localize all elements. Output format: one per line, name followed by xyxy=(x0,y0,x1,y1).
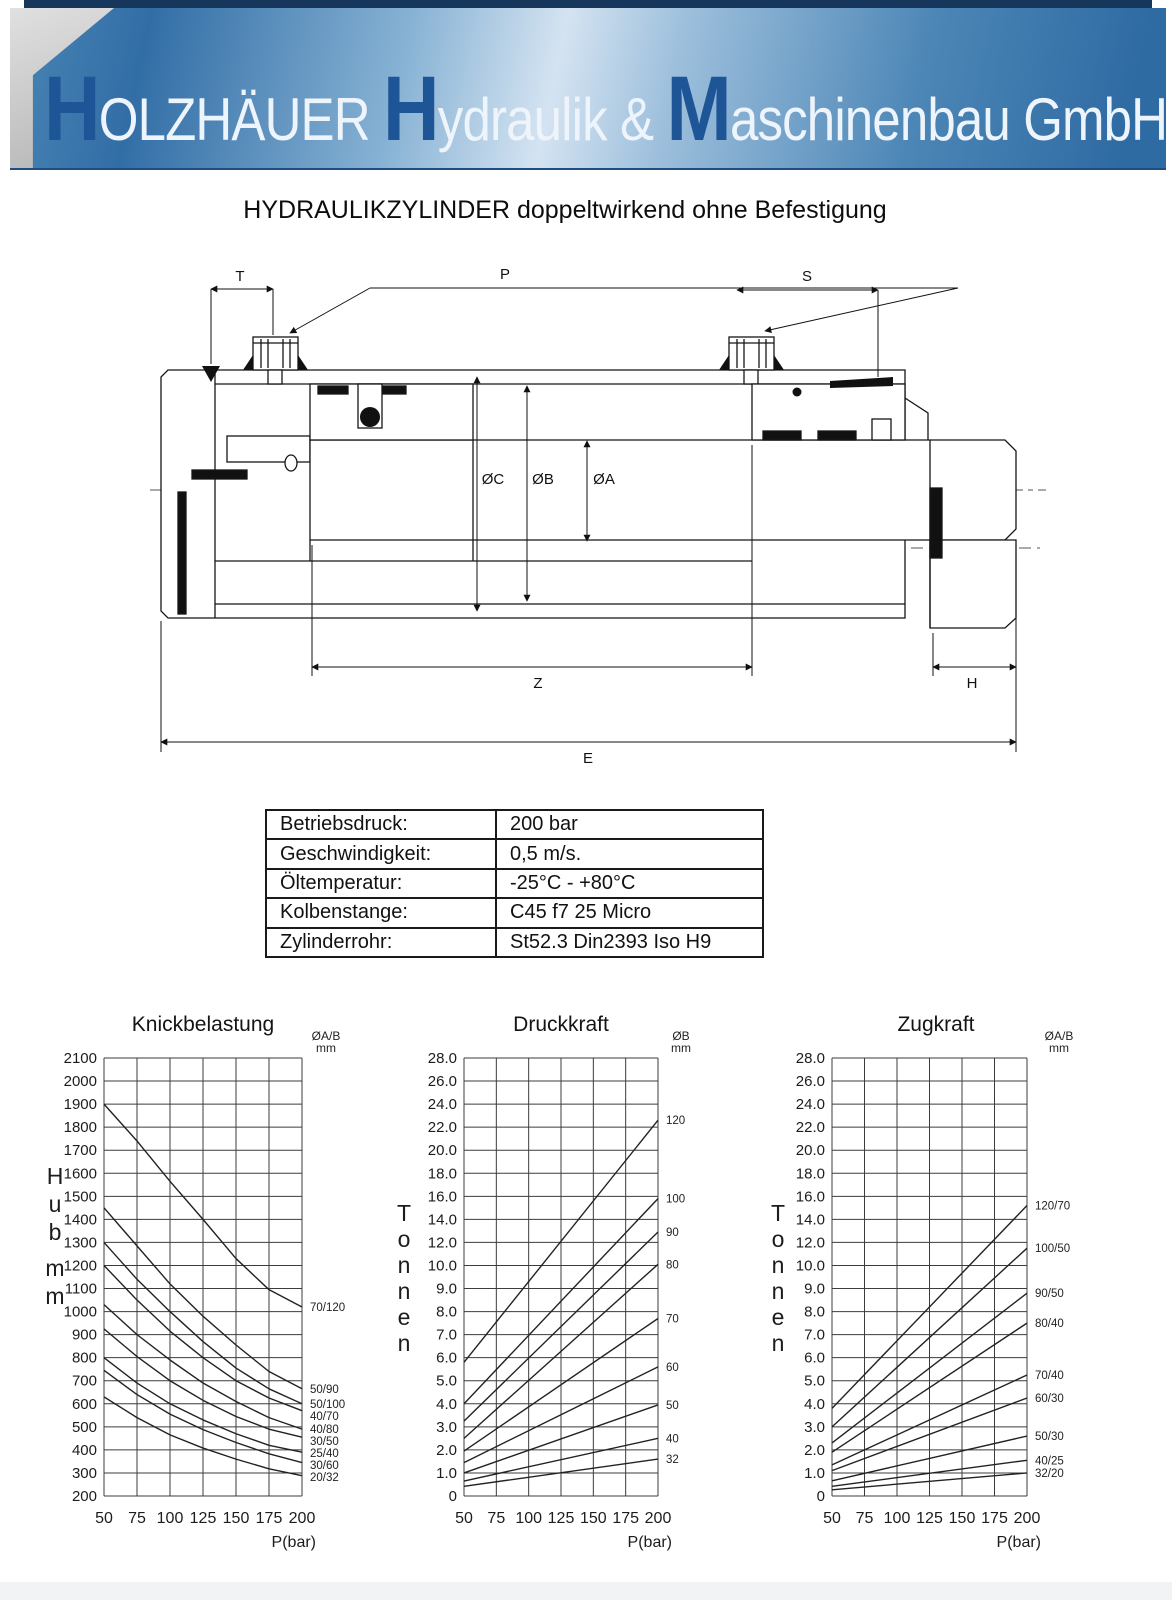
x-tick-label: 150 xyxy=(222,1510,250,1527)
y-tick-label: 1900 xyxy=(63,1096,97,1114)
dim-label-p: P xyxy=(499,266,511,283)
y-tick-label: 6.0 xyxy=(804,1349,825,1367)
y-tick-label: 12.0 xyxy=(795,1234,825,1252)
y-tick-label: 14.0 xyxy=(795,1211,825,1229)
x-tick-label: 175 xyxy=(255,1510,283,1527)
curve-label: 60/30 xyxy=(1035,1393,1064,1406)
y-tick-label: 12.0 xyxy=(427,1234,457,1252)
brand-word-holzhaeuer: OLZHÄUER xyxy=(98,86,384,153)
curve-label: 20/32 xyxy=(310,1472,339,1485)
curve-label: 60 xyxy=(666,1361,679,1374)
y-tick-label: 1.0 xyxy=(804,1464,825,1482)
x-tick-label: 50 xyxy=(95,1510,113,1527)
curve-label: 70/120 xyxy=(310,1301,346,1314)
spec-value: C45 f7 25 Micro xyxy=(496,898,763,927)
y-axis-label-letter: n xyxy=(397,1252,411,1278)
dim-label-t: T xyxy=(235,268,245,285)
x-tick-label: 175 xyxy=(981,1510,1008,1527)
y-tick-label: 1400 xyxy=(63,1211,97,1229)
y-tick-label: 6.0 xyxy=(436,1349,457,1367)
y-axis-label-letter: u xyxy=(48,1191,62,1217)
brand-initial-h1: H xyxy=(44,58,99,160)
spec-value: 0,5 m/s. xyxy=(496,839,763,868)
dim-label-da: ØA xyxy=(593,471,615,488)
curve-label: 50/30 xyxy=(1035,1431,1064,1444)
y-tick-label: 28.0 xyxy=(427,1050,457,1067)
brand-word-hydraulik: ydraulik & xyxy=(437,86,667,153)
y-axis-label-letter: b xyxy=(48,1219,62,1245)
x-tick-label: 50 xyxy=(455,1510,473,1527)
spec-value: 200 bar xyxy=(496,810,763,839)
y-tick-label: 2.0 xyxy=(804,1441,825,1459)
y-tick-label: 24.0 xyxy=(427,1096,457,1114)
y-tick-label: 16.0 xyxy=(427,1188,457,1206)
y-tick-label: 3.0 xyxy=(436,1418,457,1436)
y-tick-label: 1600 xyxy=(63,1165,97,1183)
y-tick-label: 7.0 xyxy=(436,1326,457,1344)
y-tick-label: 1300 xyxy=(63,1234,97,1252)
y-tick-label: 2000 xyxy=(63,1073,97,1091)
y-tick-label: 600 xyxy=(71,1395,97,1413)
curve-label: 50/90 xyxy=(310,1383,339,1396)
y-axis-label-letter: n xyxy=(397,1278,411,1304)
y-tick-label: 700 xyxy=(71,1372,97,1390)
y-tick-label: 0 xyxy=(816,1488,825,1505)
spec-label: Betriebsdruck: xyxy=(266,810,496,839)
x-tick-label: 100 xyxy=(515,1510,543,1527)
x-tick-label: 200 xyxy=(1013,1510,1041,1527)
y-tick-label: 1100 xyxy=(64,1280,97,1298)
y-tick-label: 5.0 xyxy=(436,1372,457,1390)
x-tick-label: 100 xyxy=(883,1510,911,1527)
brand-word-maschinenbau: aschinenbau GmbH xyxy=(729,86,1168,153)
chart2-unit-label: ØB mm xyxy=(671,1029,691,1055)
spec-value: St52.3 Din2393 Iso H9 xyxy=(496,928,763,957)
dim-label-h: H xyxy=(966,675,978,692)
y-tick-label: 20.0 xyxy=(795,1142,825,1160)
y-tick-label: 8.0 xyxy=(436,1303,457,1321)
x-tick-label: 150 xyxy=(948,1510,976,1527)
curve-label: 80/40 xyxy=(1035,1318,1064,1331)
y-tick-label: 500 xyxy=(71,1418,97,1436)
y-tick-label: 400 xyxy=(71,1441,97,1459)
y-tick-label: 8.0 xyxy=(804,1303,825,1321)
y-tick-label: 1200 xyxy=(63,1257,97,1275)
y-tick-label: 24.0 xyxy=(795,1096,825,1114)
y-tick-label: 1700 xyxy=(63,1142,97,1160)
brand-initial-h2: H xyxy=(383,58,438,160)
y-tick-label: 14.0 xyxy=(427,1211,457,1229)
y-tick-label: 10.0 xyxy=(427,1257,457,1275)
x-tick-label: 50 xyxy=(823,1510,841,1527)
y-tick-label: 1800 xyxy=(63,1119,97,1137)
chart-title-zugkraft: Zugkraft xyxy=(897,1013,975,1036)
y-tick-label: 300 xyxy=(71,1464,97,1482)
dim-label-db: ØB xyxy=(532,471,554,488)
curve-label: 120 xyxy=(666,1115,686,1128)
dim-label-s: S xyxy=(801,268,813,285)
y-tick-label: 16.0 xyxy=(795,1188,825,1206)
y-axis-label-letter: m xyxy=(45,1283,65,1309)
y-tick-label: 2.0 xyxy=(436,1441,457,1459)
x-tick-label: 75 xyxy=(487,1510,506,1527)
y-tick-label: 1.0 xyxy=(436,1464,457,1482)
y-tick-label: 20.0 xyxy=(427,1142,457,1160)
y-axis-label-letter: n xyxy=(397,1330,411,1356)
curve-label: 40/80 xyxy=(310,1424,339,1437)
y-tick-label: 9.0 xyxy=(804,1280,825,1298)
curve-label: 50 xyxy=(666,1399,679,1412)
curve-label: 50/100 xyxy=(310,1398,346,1411)
y-axis-label-letter: e xyxy=(397,1304,411,1330)
curve-label: 70/40 xyxy=(1035,1369,1064,1382)
x-tick-label: 125 xyxy=(916,1510,943,1527)
x-tick-label: 125 xyxy=(547,1510,575,1527)
curve-label: 90/50 xyxy=(1035,1288,1064,1301)
curve-label: 32/20 xyxy=(1035,1467,1064,1480)
x-tick-label: 175 xyxy=(612,1510,640,1527)
x-tick-label: 200 xyxy=(644,1510,672,1527)
y-axis-label-letter: T xyxy=(396,1200,412,1226)
y-tick-label: 0 xyxy=(448,1488,457,1505)
y-axis-label-letter: o xyxy=(771,1226,785,1252)
y-axis-label-letter: n xyxy=(771,1278,785,1304)
y-tick-label: 1000 xyxy=(63,1303,97,1321)
curve-label: 80 xyxy=(666,1259,679,1272)
x-tick-label: 100 xyxy=(156,1510,184,1527)
y-axis-label-letter: n xyxy=(771,1252,785,1278)
curve-label: 25/40 xyxy=(310,1448,339,1461)
y-axis-label-letter: H xyxy=(46,1163,64,1189)
y-tick-label: 800 xyxy=(71,1349,97,1367)
x-axis-label: P(bar) xyxy=(627,1534,672,1551)
x-tick-label: 150 xyxy=(579,1510,607,1527)
x-axis-label: P(bar) xyxy=(271,1534,316,1551)
y-tick-label: 1500 xyxy=(63,1188,97,1206)
spec-label: Geschwindigkeit: xyxy=(266,839,496,868)
y-axis-label-letter: T xyxy=(770,1200,786,1226)
x-tick-label: 75 xyxy=(855,1510,874,1527)
curve-label: 90 xyxy=(666,1227,679,1240)
y-axis-label-letter: n xyxy=(771,1330,785,1356)
curve-label: 40/70 xyxy=(310,1410,339,1423)
spec-label: Kolbenstange: xyxy=(266,898,496,927)
dim-label-z: Z xyxy=(533,675,543,692)
y-tick-label: 7.0 xyxy=(804,1326,825,1344)
y-tick-label: 900 xyxy=(71,1326,97,1344)
brand-initial-m: M xyxy=(666,58,730,160)
chart3-unit-label: ØA/B mm xyxy=(1044,1029,1074,1055)
y-tick-label: 4.0 xyxy=(436,1395,457,1413)
curve-label: 100/50 xyxy=(1035,1243,1071,1256)
curve-label: 32 xyxy=(666,1454,679,1467)
y-tick-label: 22.0 xyxy=(795,1119,825,1137)
y-tick-label: 9.0 xyxy=(436,1280,457,1298)
spec-label: Zylinderrohr: xyxy=(266,928,496,957)
y-tick-label: 3.0 xyxy=(804,1418,825,1436)
curve-label: 120/70 xyxy=(1035,1200,1071,1213)
x-tick-label: 75 xyxy=(128,1510,146,1527)
y-axis-label-letter: o xyxy=(397,1226,411,1252)
y-tick-label: 22.0 xyxy=(427,1119,457,1137)
curve-label: 70 xyxy=(666,1313,679,1326)
footer-strip xyxy=(0,1582,1172,1600)
spec-label: Öltemperatur: xyxy=(266,869,496,898)
chart-title-knickbelastung: Knickbelastung xyxy=(131,1013,275,1036)
curve-label: 30/60 xyxy=(310,1460,339,1473)
curve-label: 40 xyxy=(666,1433,679,1446)
x-tick-label: 200 xyxy=(288,1510,316,1527)
y-tick-label: 18.0 xyxy=(427,1165,457,1183)
dim-label-dc: ØC xyxy=(481,471,505,488)
y-tick-label: 5.0 xyxy=(804,1372,825,1390)
y-tick-label: 10.0 xyxy=(795,1257,825,1275)
curve-label: 100 xyxy=(666,1193,686,1206)
x-axis-label: P(bar) xyxy=(996,1534,1041,1551)
y-tick-label: 200 xyxy=(71,1488,97,1505)
y-tick-label: 2100 xyxy=(63,1050,97,1067)
y-tick-label: 18.0 xyxy=(795,1165,825,1183)
curve-label: 40/25 xyxy=(1035,1455,1064,1468)
y-axis-label-letter: e xyxy=(771,1304,785,1330)
y-tick-label: 26.0 xyxy=(427,1073,457,1091)
chart1-unit-label: ØA/B mm xyxy=(311,1029,341,1055)
x-tick-label: 125 xyxy=(189,1510,217,1527)
spec-value: -25°C - +80°C xyxy=(496,869,763,898)
page-title: HYDRAULIKZYLINDER doppeltwirkend ohne Befestigung xyxy=(243,196,887,224)
dim-label-e: E xyxy=(582,750,594,767)
y-tick-label: 26.0 xyxy=(795,1073,825,1091)
y-tick-label: 28.0 xyxy=(795,1050,825,1067)
chart-title-druckkraft: Druckkraft xyxy=(513,1013,609,1036)
y-axis-label-letter: m xyxy=(45,1255,65,1281)
curve-label: 30/50 xyxy=(310,1436,339,1449)
y-tick-label: 4.0 xyxy=(804,1395,825,1413)
